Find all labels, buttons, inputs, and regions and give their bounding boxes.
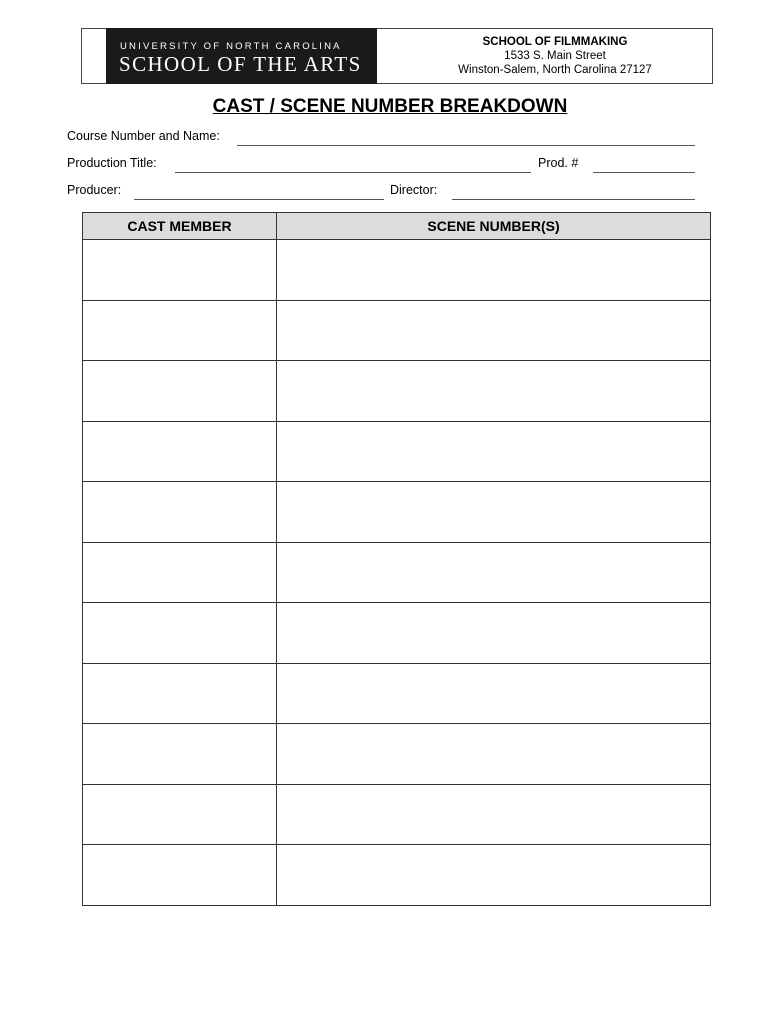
school-name: SCHOOL OF FILMMAKING [482, 36, 628, 48]
scene-numbers-cell[interactable] [277, 421, 711, 482]
cast-member-cell[interactable] [83, 421, 277, 482]
address-street: 1533 S. Main Street [504, 50, 606, 62]
scene-numbers-cell[interactable] [277, 603, 711, 664]
course-input-line[interactable] [237, 145, 695, 146]
table-row [83, 845, 711, 906]
scene-numbers-header: SCENE NUMBER(S) [277, 213, 711, 240]
cast-member-cell[interactable] [83, 300, 277, 361]
table-row [83, 361, 711, 422]
table-row [83, 663, 711, 724]
table-row [83, 603, 711, 664]
uncsa-logo [106, 28, 377, 84]
cast-member-cell[interactable] [83, 603, 277, 664]
table-row [83, 240, 711, 301]
course-label: Course Number and Name: [67, 129, 220, 143]
scene-numbers-cell[interactable] [277, 482, 711, 543]
producer-input-line[interactable] [134, 199, 384, 200]
cast-member-cell[interactable] [83, 240, 277, 301]
scene-numbers-cell[interactable] [277, 240, 711, 301]
cast-member-cell[interactable] [83, 784, 277, 845]
scene-numbers-cell[interactable] [277, 663, 711, 724]
table-row [83, 421, 711, 482]
cast-member-cell[interactable] [83, 845, 277, 906]
table-row [83, 482, 711, 543]
cast-member-cell[interactable] [83, 663, 277, 724]
cast-member-cell[interactable] [83, 724, 277, 785]
scene-numbers-cell[interactable] [277, 361, 711, 422]
table-header-row [83, 213, 711, 240]
table-row [83, 300, 711, 361]
cast-member-cell[interactable] [83, 361, 277, 422]
cast-member-header: CAST MEMBER [83, 213, 277, 240]
table-row [83, 724, 711, 785]
table-row [83, 784, 711, 845]
prod-number-input-line[interactable] [593, 172, 695, 173]
prod-number-label: Prod. # [538, 156, 579, 170]
scene-numbers-cell[interactable] [277, 300, 711, 361]
cast-member-cell[interactable] [83, 482, 277, 543]
scene-numbers-cell[interactable] [277, 724, 711, 785]
logo-school-text: SCHOOL OF THE ARTS [119, 52, 362, 76]
production-title-label: Production Title: [67, 156, 157, 170]
document-title: CAST / SCENE NUMBER BREAKDOWN [212, 96, 568, 117]
address-city: Winston-Salem, North Carolina 27127 [458, 64, 652, 76]
producer-label: Producer: [67, 183, 122, 197]
school-address-block [440, 35, 670, 77]
scene-numbers-cell[interactable] [277, 542, 711, 603]
cast-scene-table [82, 212, 711, 906]
director-input-line[interactable] [452, 199, 695, 200]
logo-university-text: UNIVERSITY OF NORTH CAROLINA [120, 41, 342, 52]
cast-member-cell[interactable] [83, 542, 277, 603]
director-label: Director: [390, 183, 438, 197]
scene-numbers-cell[interactable] [277, 845, 711, 906]
production-title-input-line[interactable] [175, 172, 531, 173]
table-row [83, 542, 711, 603]
scene-numbers-cell[interactable] [277, 784, 711, 845]
